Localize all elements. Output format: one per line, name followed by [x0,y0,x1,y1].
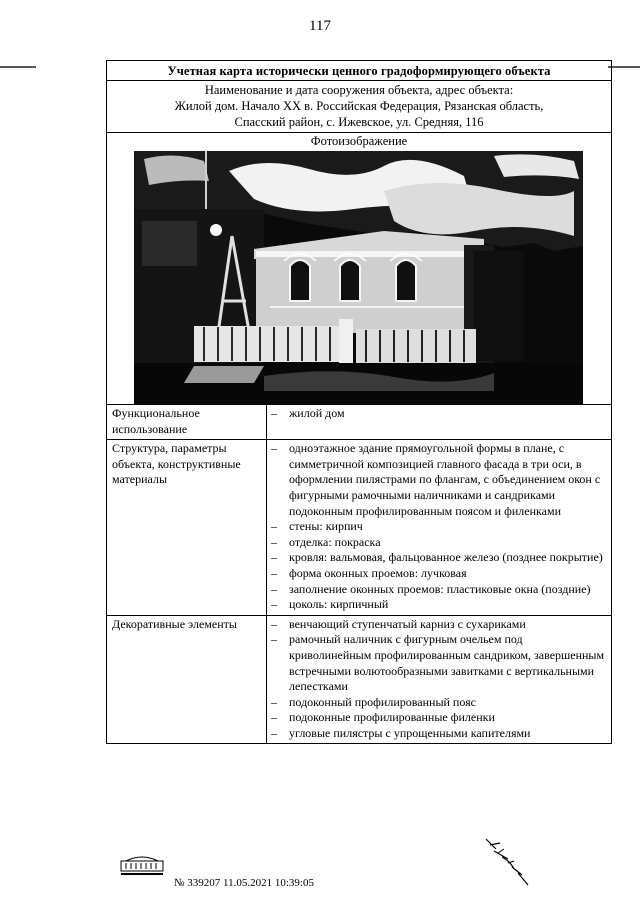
attribute-value [267,405,612,440]
address-line: Наименование и дата сооружения объекта, адрес объекта: [204,83,514,97]
card-title: Учетная карта исторически ценного градоформирующего объекта [107,61,611,81]
stamp-logo [120,855,164,877]
scan-mark-right [608,66,640,68]
attribute-value [267,440,612,616]
list-item: – подоконные профилированные филенки [271,710,495,725]
list-item: – заполнение оконных проемов: пластиковые окна (поздние) [271,581,591,596]
document-registration: № 339207 11.05.2021 10:39:05 [174,877,314,889]
signature-mark [478,835,534,887]
table-row [107,405,611,440]
photo-label: Фотоизображение [310,134,408,148]
object-address-block [107,81,611,133]
registration-card [106,60,612,744]
list-item: – подоконный профилированный пояс [271,694,476,709]
list-item: – жилой дом [271,406,345,420]
list-item: – форма оконных проемов: лучковая [271,565,467,580]
list-item: – стены: кирпич [271,519,363,534]
address-line: Жилой дом. Начало XX в. Российская Федерация, Рязанская область, [174,99,544,113]
table-row [107,615,611,743]
list-item: – цоколь: кирпичный [271,597,389,612]
table-row [107,440,611,616]
list-item: – венчающий ступенчатый карниз с сухариками [271,616,526,631]
address-line: Спасский район, с. Ижевское, ул. Средняя, 116 [234,115,484,129]
attribute-value [267,615,612,743]
photo-section [107,133,611,405]
page-number: 117 [309,18,331,34]
list-item: – рамочный наличник с фигурным очельем под криволинейным профилированным сандриком, завершенным встречными волютообразными завитками с вертикальными лепестками [271,632,605,694]
list-item: – кровля: вальмовая, фальцованное железо (позднее покрытие) [271,550,603,565]
attribute-name: Декоративные элементы [107,615,267,743]
list-item: – угловые пилястры с упрощенными капителями [271,725,531,740]
attributes-table [107,405,611,743]
list-item: – отделка: покраска [271,534,381,549]
scan-mark-left [0,66,36,68]
attribute-name: Функциональное использование [107,405,267,440]
attribute-name: Структура, параметры объекта, конструктивные материалы [107,440,267,616]
list-item: – одноэтажное здание прямоугольной формы в плане, с симметричной композицией главного фасада в три оси, в оформлении пилястрами по флангам, с объединением окон с фигурными рамочными наличниками и сандриками подоконным профилированным поясом и филенками [271,441,601,518]
house-photo [134,151,583,404]
